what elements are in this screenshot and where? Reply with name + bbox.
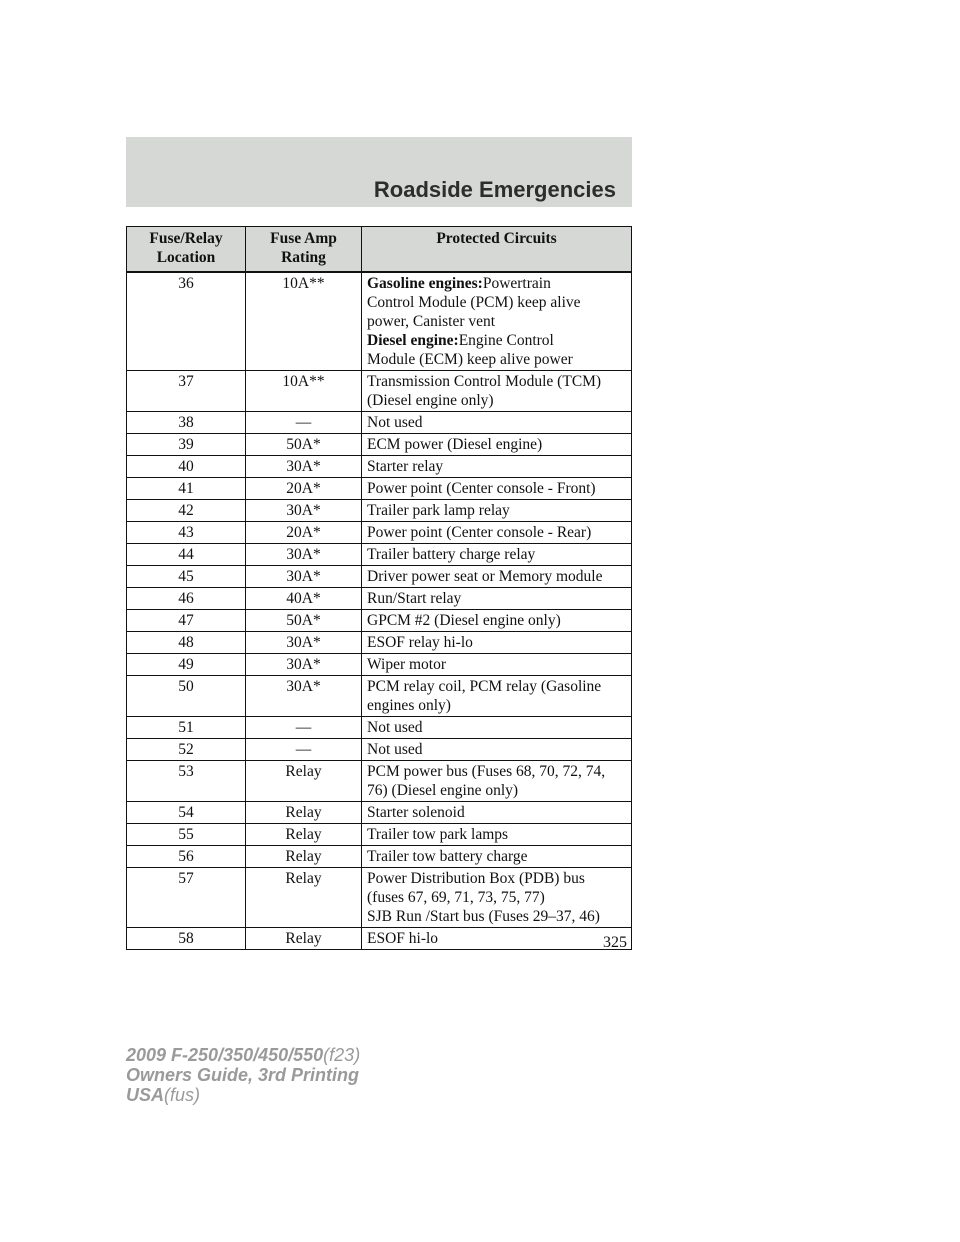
cell-circuits: PCM power bus (Fuses 68, 70, 72, 74, 76) (Diesel engine only) [362, 761, 632, 802]
cell-amp: Relay [246, 868, 362, 928]
cell-circuits: Power Distribution Box (PDB) bus (fuses 67, 69, 71, 73, 75, 77) SJB Run /Start bus (Fuses 29–37, 46) [362, 868, 632, 928]
diesel-label: Diesel engine: [367, 332, 459, 349]
cell-amp: 30A* [246, 544, 362, 566]
cell-circuits: Starter relay [362, 456, 632, 478]
cell-circuits: Driver power seat or Memory module [362, 566, 632, 588]
cell-location: 55 [127, 824, 246, 846]
cell-location: 47 [127, 610, 246, 632]
cell-amp: — [246, 412, 362, 434]
table-row [127, 928, 632, 950]
table-row [127, 846, 632, 868]
table-row [127, 371, 632, 412]
cell-location: 49 [127, 654, 246, 676]
table-row [127, 824, 632, 846]
cell-location: 39 [127, 434, 246, 456]
cell-amp: 50A* [246, 610, 362, 632]
cell-amp: Relay [246, 761, 362, 802]
cell-location: 46 [127, 588, 246, 610]
cell-circuits: Power point (Center console - Rear) [362, 522, 632, 544]
cell-location: 54 [127, 802, 246, 824]
cell-location: 50 [127, 676, 246, 717]
cell-circuits: Transmission Control Module (TCM) (Diesel engine only) [362, 371, 632, 412]
table-row [127, 610, 632, 632]
cell-circuits: Not used [362, 739, 632, 761]
cell-amp: 30A* [246, 676, 362, 717]
table-row [127, 500, 632, 522]
footer [126, 1045, 360, 1105]
header-protected-circuits: Protected Circuits [362, 227, 632, 273]
cell-location: 53 [127, 761, 246, 802]
cell-amp: — [246, 717, 362, 739]
cell-amp: 10A** [246, 272, 362, 371]
cell-location: 58 [127, 928, 246, 950]
cell-location: 56 [127, 846, 246, 868]
footer-line-3: USA(fus) [126, 1085, 201, 1105]
table-row [127, 588, 632, 610]
cell-location: 57 [127, 868, 246, 928]
header-location: Fuse/Relay Location [127, 227, 246, 273]
cell-amp: 20A* [246, 522, 362, 544]
table-row [127, 654, 632, 676]
cell-amp: 30A* [246, 500, 362, 522]
cell-circuits: Trailer tow battery charge [362, 846, 632, 868]
cell-amp: 10A** [246, 371, 362, 412]
page-number: 325 [603, 934, 627, 951]
cell-circuits: GPCM #2 (Diesel engine only) [362, 610, 632, 632]
cell-location: 41 [127, 478, 246, 500]
cell-amp: 30A* [246, 654, 362, 676]
table-row [127, 522, 632, 544]
table-row [127, 456, 632, 478]
cell-circuits: ECM power (Diesel engine) [362, 434, 632, 456]
table-row [127, 632, 632, 654]
cell-amp: 30A* [246, 456, 362, 478]
cell-circuits: Trailer tow park lamps [362, 824, 632, 846]
cell-location: 36 [127, 272, 246, 371]
cell-amp: — [246, 739, 362, 761]
section-header [126, 137, 632, 207]
cell-circuits: Starter solenoid [362, 802, 632, 824]
cell-location: 44 [127, 544, 246, 566]
gasoline-label: Gasoline engines: [367, 275, 483, 292]
cell-location: 51 [127, 717, 246, 739]
cell-circuits: Trailer battery charge relay [362, 544, 632, 566]
cell-location: 48 [127, 632, 246, 654]
cell-circuits: PCM relay coil, PCM relay (Gasoline engines only) [362, 676, 632, 717]
header-amp-rating: Fuse Amp Rating [246, 227, 362, 273]
cell-amp: Relay [246, 928, 362, 950]
cell-circuits: Not used [362, 412, 632, 434]
cell-circuits: Trailer park lamp relay [362, 500, 632, 522]
cell-amp: Relay [246, 802, 362, 824]
cell-amp: 20A* [246, 478, 362, 500]
cell-amp: 30A* [246, 632, 362, 654]
cell-amp: 40A* [246, 588, 362, 610]
cell-circuits: Wiper motor [362, 654, 632, 676]
table-row [127, 544, 632, 566]
table-row [127, 566, 632, 588]
cell-amp: Relay [246, 846, 362, 868]
footer-line-1: 2009 F-250/350/450/550(f23) [126, 1045, 361, 1065]
cell-circuits: Not used [362, 717, 632, 739]
table-row [127, 478, 632, 500]
cell-location: 52 [127, 739, 246, 761]
cell-location: 45 [127, 566, 246, 588]
table-row [127, 802, 632, 824]
cell-location: 42 [127, 500, 246, 522]
table-header-row [127, 227, 632, 273]
cell-circuits: Gasoline engines:Powertrain Control Module (PCM) keep alive power, Canister vent Diesel engine:Engine Control Module (ECM) keep alive power [362, 272, 632, 371]
table-row [127, 717, 632, 739]
table-row [127, 412, 632, 434]
section-title: Roadside Emergencies [373, 177, 616, 202]
table-row [127, 434, 632, 456]
table-row [127, 272, 632, 371]
table-row [127, 761, 632, 802]
cell-amp: 30A* [246, 566, 362, 588]
cell-location: 38 [127, 412, 246, 434]
cell-location: 40 [127, 456, 246, 478]
fuse-table [126, 226, 632, 950]
cell-amp: Relay [246, 824, 362, 846]
cell-circuits: Run/Start relay [362, 588, 632, 610]
table-row [127, 868, 632, 928]
cell-circuits: ESOF relay hi-lo [362, 632, 632, 654]
table-row [127, 739, 632, 761]
cell-circuits: Power point (Center console - Front) [362, 478, 632, 500]
table-row [127, 676, 632, 717]
cell-location: 43 [127, 522, 246, 544]
cell-location: 37 [127, 371, 246, 412]
footer-line-2: Owners Guide, 3rd Printing [126, 1065, 360, 1085]
cell-amp: 50A* [246, 434, 362, 456]
cell-circuits: ESOF hi-lo [362, 928, 632, 950]
